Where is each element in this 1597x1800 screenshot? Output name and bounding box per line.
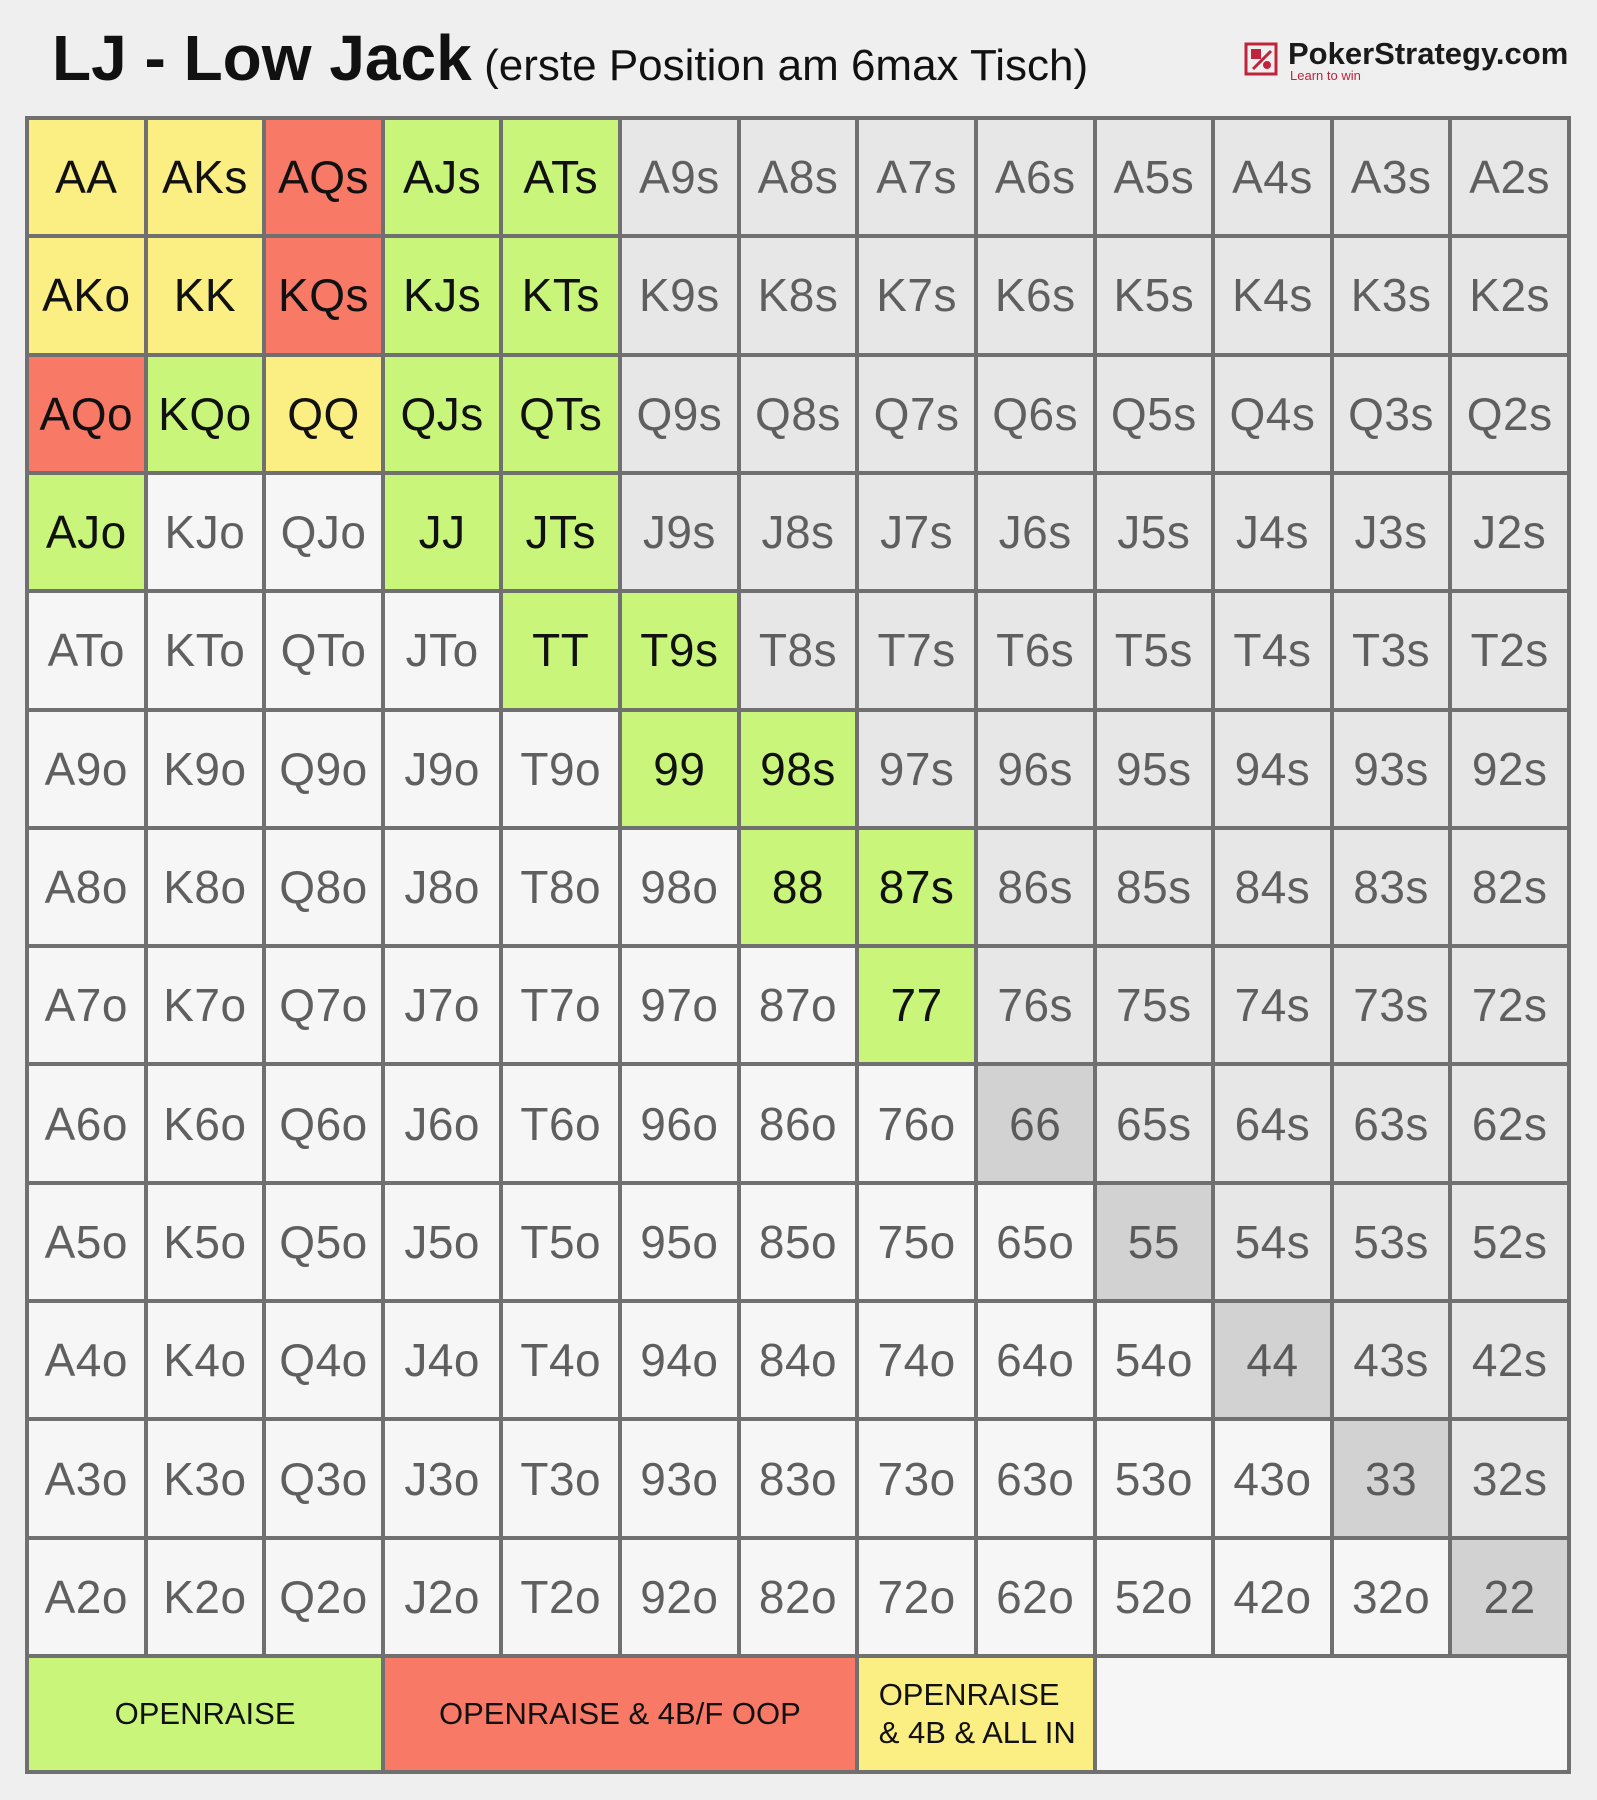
hand-cell-K7s: K7s xyxy=(859,238,974,352)
legend-openraise xyxy=(29,1658,381,1770)
hand-cell-QTo: QTo xyxy=(266,593,381,707)
hand-cell-T5o: T5o xyxy=(503,1185,618,1299)
hand-cell-A7s: A7s xyxy=(859,120,974,234)
hand-cell-54o: 54o xyxy=(1097,1303,1212,1417)
hand-cell-A9o: A9o xyxy=(29,712,144,826)
hand-cell-A8s: A8s xyxy=(741,120,856,234)
title-subtitle: (erste Position am 6max Tisch) xyxy=(484,41,1089,90)
hand-cell-J3o: J3o xyxy=(385,1421,500,1535)
hand-cell-AKs: AKs xyxy=(148,120,263,234)
hand-cell-ATs: ATs xyxy=(503,120,618,234)
hand-cell-T5s: T5s xyxy=(1097,593,1212,707)
hand-cell-72s: 72s xyxy=(1452,948,1567,1062)
hand-cell-86o: 86o xyxy=(741,1066,856,1180)
hand-cell-55: 55 xyxy=(1097,1185,1212,1299)
hand-cell-77: 77 xyxy=(859,948,974,1062)
hand-cell-76o: 76o xyxy=(859,1066,974,1180)
hand-cell-T9s: T9s xyxy=(622,593,737,707)
hand-cell-J4o: J4o xyxy=(385,1303,500,1417)
logo-mark-icon xyxy=(1244,42,1278,76)
hand-cell-85s: 85s xyxy=(1097,830,1212,944)
hand-cell-66: 66 xyxy=(978,1066,1093,1180)
hand-cell-T9o: T9o xyxy=(503,712,618,826)
hand-cell-T6s: T6s xyxy=(978,593,1093,707)
hand-cell-K9o: K9o xyxy=(148,712,263,826)
hand-cell-KJo: KJo xyxy=(148,475,263,589)
legend-empty xyxy=(1097,1658,1567,1770)
hand-cell-65s: 65s xyxy=(1097,1066,1212,1180)
hand-cell-Q5o: Q5o xyxy=(266,1185,381,1299)
hand-cell-94o: 94o xyxy=(622,1303,737,1417)
hand-cell-A8o: A8o xyxy=(29,830,144,944)
hand-cell-T3s: T3s xyxy=(1334,593,1449,707)
hand-cell-J4s: J4s xyxy=(1215,475,1330,589)
hand-cell-J2o: J2o xyxy=(385,1540,500,1654)
hand-cell-A2s: A2s xyxy=(1452,120,1567,234)
hand-cell-Q2o: Q2o xyxy=(266,1540,381,1654)
hand-cell-Q3o: Q3o xyxy=(266,1421,381,1535)
hand-cell-A7o: A7o xyxy=(29,948,144,1062)
hand-cell-53o: 53o xyxy=(1097,1421,1212,1535)
hand-cell-76s: 76s xyxy=(978,948,1093,1062)
hand-cell-63o: 63o xyxy=(978,1421,1093,1535)
hand-cell-97s: 97s xyxy=(859,712,974,826)
hand-cell-JTs: JTs xyxy=(503,475,618,589)
hand-cell-98s: 98s xyxy=(741,712,856,826)
hand-cell-32s: 32s xyxy=(1452,1421,1567,1535)
hand-cell-84s: 84s xyxy=(1215,830,1330,944)
hand-cell-87o: 87o xyxy=(741,948,856,1062)
hand-cell-84o: 84o xyxy=(741,1303,856,1417)
hand-cell-43o: 43o xyxy=(1215,1421,1330,1535)
hand-cell-J2s: J2s xyxy=(1452,475,1567,589)
hand-cell-KTs: KTs xyxy=(503,238,618,352)
hand-cell-J7s: J7s xyxy=(859,475,974,589)
hand-cell-J5s: J5s xyxy=(1097,475,1212,589)
hand-cell-75o: 75o xyxy=(859,1185,974,1299)
hand-cell-Q4o: Q4o xyxy=(266,1303,381,1417)
hand-cell-A2o: A2o xyxy=(29,1540,144,1654)
hand-cell-TT: TT xyxy=(503,593,618,707)
hand-cell-62o: 62o xyxy=(978,1540,1093,1654)
hand-cell-Q8s: Q8s xyxy=(741,357,856,471)
hand-cell-44: 44 xyxy=(1215,1303,1330,1417)
hand-cell-K8o: K8o xyxy=(148,830,263,944)
hand-cell-74o: 74o xyxy=(859,1303,974,1417)
hand-cell-T3o: T3o xyxy=(503,1421,618,1535)
hand-cell-Q7s: Q7s xyxy=(859,357,974,471)
hand-cell-83s: 83s xyxy=(1334,830,1449,944)
logo-text: PokerStrategy.com xyxy=(1288,36,1569,71)
hand-cell-J6s: J6s xyxy=(978,475,1093,589)
hand-cell-A4o: A4o xyxy=(29,1303,144,1417)
hand-cell-AJo: AJo xyxy=(29,475,144,589)
hand-cell-K2o: K2o xyxy=(148,1540,263,1654)
hand-cell-T8o: T8o xyxy=(503,830,618,944)
hand-cell-98o: 98o xyxy=(622,830,737,944)
hand-cell-K7o: K7o xyxy=(148,948,263,1062)
hand-cell-J9s: J9s xyxy=(622,475,737,589)
hand-cell-22: 22 xyxy=(1452,1540,1567,1654)
hand-cell-K5s: K5s xyxy=(1097,238,1212,352)
hand-cell-T4s: T4s xyxy=(1215,593,1330,707)
legend-openraise-label: OPENRAISE xyxy=(114,1696,296,1731)
hand-cell-42s: 42s xyxy=(1452,1303,1567,1417)
hand-cell-73s: 73s xyxy=(1334,948,1449,1062)
hand-cell-85o: 85o xyxy=(741,1185,856,1299)
hand-cell-64o: 64o xyxy=(978,1303,1093,1417)
hand-cell-72o: 72o xyxy=(859,1540,974,1654)
hand-cell-Q5s: Q5s xyxy=(1097,357,1212,471)
hand-cell-T7o: T7o xyxy=(503,948,618,1062)
hand-cell-A9s: A9s xyxy=(622,120,737,234)
hand-cell-52s: 52s xyxy=(1452,1185,1567,1299)
hand-cell-Q7o: Q7o xyxy=(266,948,381,1062)
hand-cell-K2s: K2s xyxy=(1452,238,1567,352)
hand-cell-T4o: T4o xyxy=(503,1303,618,1417)
hand-cell-KTo: KTo xyxy=(148,593,263,707)
hand-cell-64s: 64s xyxy=(1215,1066,1330,1180)
hand-cell-K9s: K9s xyxy=(622,238,737,352)
hand-cell-T7s: T7s xyxy=(859,593,974,707)
hand-cell-Q4s: Q4s xyxy=(1215,357,1330,471)
hand-cell-94s: 94s xyxy=(1215,712,1330,826)
hand-cell-Q8o: Q8o xyxy=(266,830,381,944)
hand-cell-65o: 65o xyxy=(978,1185,1093,1299)
hand-cell-Q9s: Q9s xyxy=(622,357,737,471)
hand-cell-K3o: K3o xyxy=(148,1421,263,1535)
hand-cell-J9o: J9o xyxy=(385,712,500,826)
hand-cell-A6o: A6o xyxy=(29,1066,144,1180)
hand-cell-KJs: KJs xyxy=(385,238,500,352)
hand-cell-86s: 86s xyxy=(978,830,1093,944)
hand-cell-KQs: KQs xyxy=(266,238,381,352)
hand-cell-43s: 43s xyxy=(1334,1303,1449,1417)
hand-cell-97o: 97o xyxy=(622,948,737,1062)
hand-cell-82o: 82o xyxy=(741,1540,856,1654)
hand-cell-KK: KK xyxy=(148,238,263,352)
hand-cell-62s: 62s xyxy=(1452,1066,1567,1180)
hand-cell-96o: 96o xyxy=(622,1066,737,1180)
hand-cell-K3s: K3s xyxy=(1334,238,1449,352)
hand-cell-83o: 83o xyxy=(741,1421,856,1535)
hand-cell-J5o: J5o xyxy=(385,1185,500,1299)
hand-cell-J6o: J6o xyxy=(385,1066,500,1180)
hand-cell-K4s: K4s xyxy=(1215,238,1330,352)
hand-cell-52o: 52o xyxy=(1097,1540,1212,1654)
hand-cell-A4s: A4s xyxy=(1215,120,1330,234)
hand-cell-73o: 73o xyxy=(859,1421,974,1535)
hand-cell-J7o: J7o xyxy=(385,948,500,1062)
hand-cell-AA: AA xyxy=(29,120,144,234)
hand-cell-42o: 42o xyxy=(1215,1540,1330,1654)
hand-cell-Q3s: Q3s xyxy=(1334,357,1449,471)
title-main: LJ - Low Jack xyxy=(52,22,472,94)
hand-cell-54s: 54s xyxy=(1215,1185,1330,1299)
hand-cell-74s: 74s xyxy=(1215,948,1330,1062)
hand-cell-53s: 53s xyxy=(1334,1185,1449,1299)
hand-cell-33: 33 xyxy=(1334,1421,1449,1535)
header xyxy=(0,0,1597,118)
hand-cell-J3s: J3s xyxy=(1334,475,1449,589)
hand-cell-A6s: A6s xyxy=(978,120,1093,234)
hand-cell-AQs: AQs xyxy=(266,120,381,234)
hand-cell-96s: 96s xyxy=(978,712,1093,826)
hand-cell-92o: 92o xyxy=(622,1540,737,1654)
hand-cell-QJs: QJs xyxy=(385,357,500,471)
hand-cell-J8o: J8o xyxy=(385,830,500,944)
logo-tagline: Learn to win xyxy=(1290,68,1361,83)
hand-cell-QJo: QJo xyxy=(266,475,381,589)
hand-cell-K6s: K6s xyxy=(978,238,1093,352)
hand-cell-95s: 95s xyxy=(1097,712,1212,826)
hand-range-grid xyxy=(25,116,1571,1658)
hand-cell-QQ: QQ xyxy=(266,357,381,471)
hand-cell-32o: 32o xyxy=(1334,1540,1449,1654)
page-title xyxy=(52,22,1088,112)
hand-cell-JJ: JJ xyxy=(385,475,500,589)
hand-cell-A3s: A3s xyxy=(1334,120,1449,234)
hand-cell-JTo: JTo xyxy=(385,593,500,707)
hand-cell-75s: 75s xyxy=(1097,948,1212,1062)
hand-cell-T8s: T8s xyxy=(741,593,856,707)
legend xyxy=(25,1654,1571,1774)
legend-openraise-4bf-oop xyxy=(385,1658,855,1770)
legend-openraise-4b-allin-label: OPENRAISE & 4B & ALL IN xyxy=(878,1677,1076,1750)
hand-cell-82s: 82s xyxy=(1452,830,1567,944)
hand-cell-63s: 63s xyxy=(1334,1066,1449,1180)
hand-cell-87s: 87s xyxy=(859,830,974,944)
hand-cell-K4o: K4o xyxy=(148,1303,263,1417)
hand-cell-T6o: T6o xyxy=(503,1066,618,1180)
hand-cell-A3o: A3o xyxy=(29,1421,144,1535)
hand-cell-A5o: A5o xyxy=(29,1185,144,1299)
hand-cell-95o: 95o xyxy=(622,1185,737,1299)
hand-cell-K6o: K6o xyxy=(148,1066,263,1180)
legend-openraise-4b-allin xyxy=(859,1658,1094,1770)
hand-cell-J8s: J8s xyxy=(741,475,856,589)
hand-cell-AKo: AKo xyxy=(29,238,144,352)
hand-cell-K5o: K5o xyxy=(148,1185,263,1299)
hand-cell-92s: 92s xyxy=(1452,712,1567,826)
hand-cell-Q2s: Q2s xyxy=(1452,357,1567,471)
hand-cell-T2o: T2o xyxy=(503,1540,618,1654)
hand-cell-T2s: T2s xyxy=(1452,593,1567,707)
hand-cell-93s: 93s xyxy=(1334,712,1449,826)
hand-cell-K8s: K8s xyxy=(741,238,856,352)
hand-cell-AQo: AQo xyxy=(29,357,144,471)
legend-openraise-4bf-oop-label: OPENRAISE & 4B/F OOP xyxy=(439,1696,801,1731)
hand-cell-A5s: A5s xyxy=(1097,120,1212,234)
hand-cell-99: 99 xyxy=(622,712,737,826)
hand-cell-88: 88 xyxy=(741,830,856,944)
hand-cell-Q6o: Q6o xyxy=(266,1066,381,1180)
hand-cell-Q9o: Q9o xyxy=(266,712,381,826)
hand-cell-ATo: ATo xyxy=(29,593,144,707)
hand-cell-KQo: KQo xyxy=(148,357,263,471)
hand-cell-93o: 93o xyxy=(622,1421,737,1535)
hand-cell-Q6s: Q6s xyxy=(978,357,1093,471)
hand-cell-AJs: AJs xyxy=(385,120,500,234)
hand-cell-QTs: QTs xyxy=(503,357,618,471)
